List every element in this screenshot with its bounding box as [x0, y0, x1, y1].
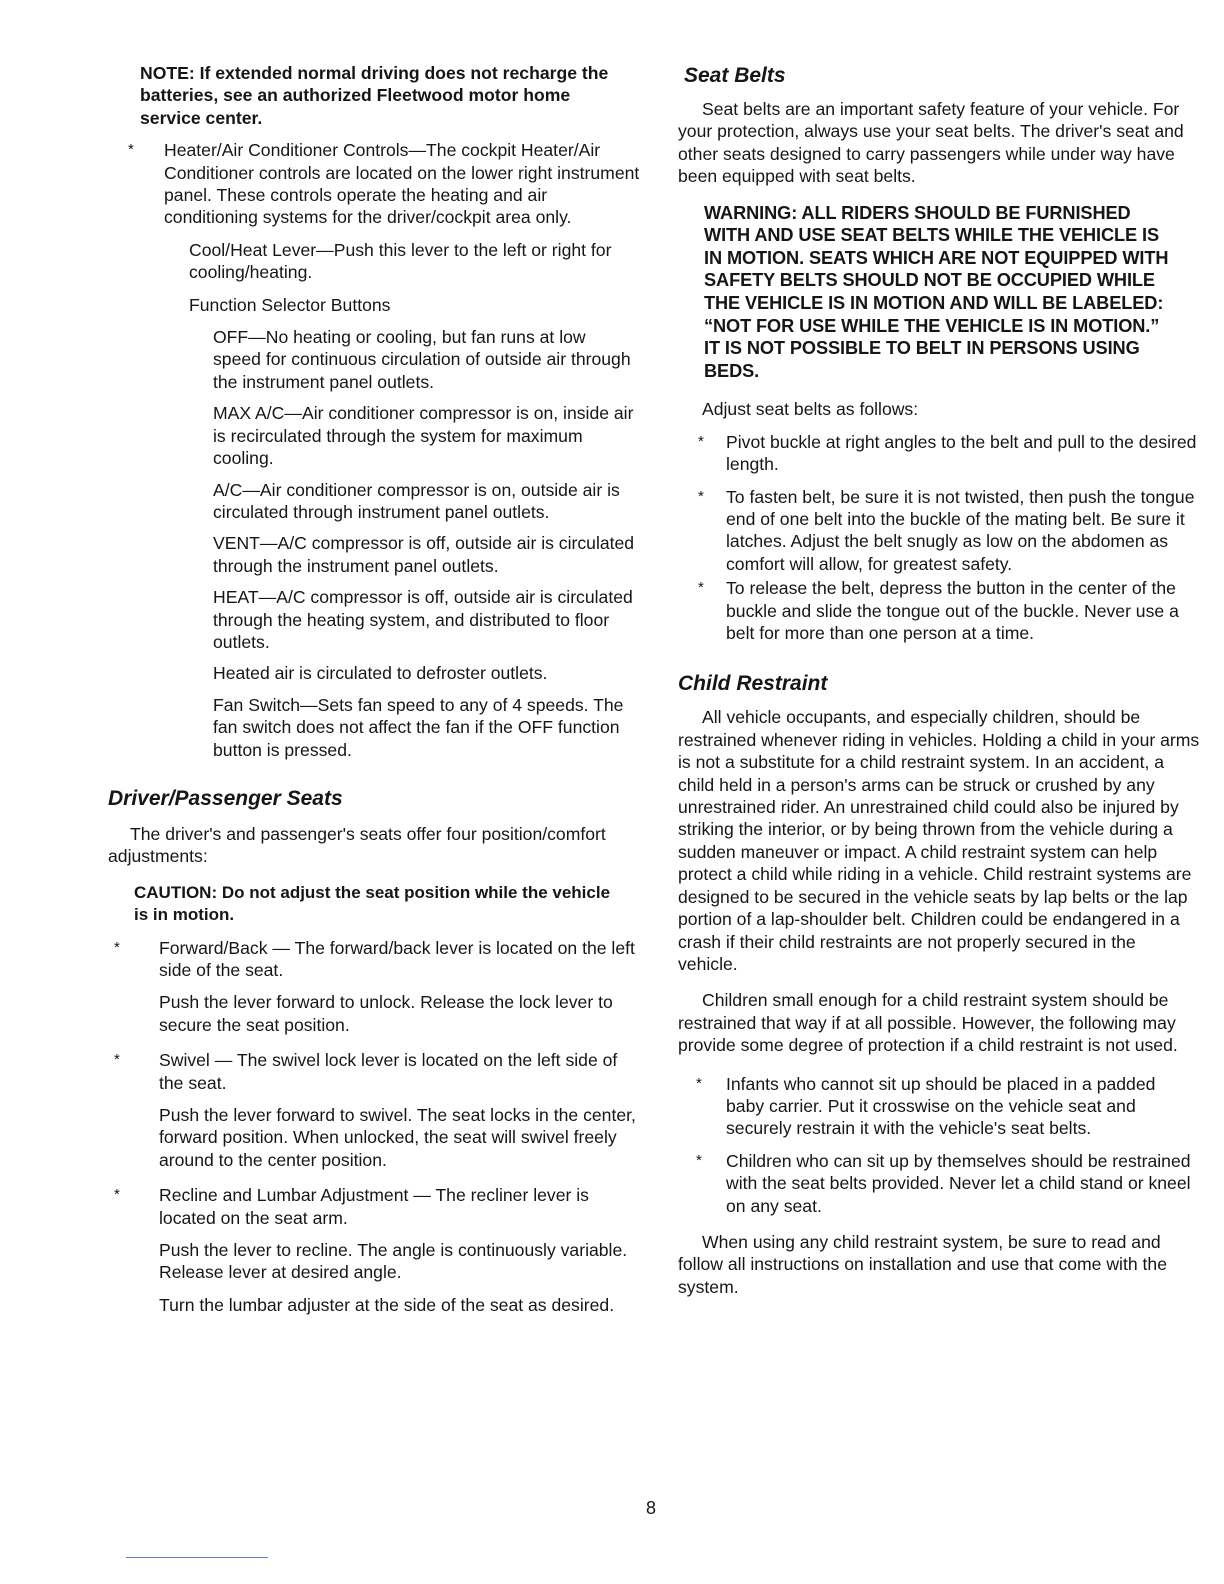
- off-description: OFF—No heating or cooling, but fan runs at low speed for continuous circulation of outside air through the instrument panel outlets.: [213, 327, 631, 392]
- child-item-sit-up: [678, 1150, 1200, 1217]
- recline-text: Recline and Lumbar Adjustment — The recliner lever is located on the seat arm.: [159, 1185, 589, 1228]
- seats-intro: The driver's and passenger's seats offer four position/comfort adjustments:: [108, 823, 606, 867]
- battery-note: NOTE: If extended normal driving does not recharge the batteries, see an authorized Fleetwood motor home service center.: [140, 63, 609, 128]
- heat-description: HEAT—A/C compressor is off, outside air is circulated through the heating system, and distributed to floor outlets.: [213, 587, 633, 652]
- fan-switch-description: Fan Switch—Sets fan speed to any of 4 speeds. The fan switch does not affect the fan if the OFF function button is pressed.: [213, 694, 624, 760]
- child-restraint-paragraph-1: All vehicle occupants, and especially children, should be restrained whenever riding in vehicles. Holding a child in your arms is not a substitute for a child restraint system. In an accident, a child held in a person's arms can be struck or crushed by any unrestrained rider. An unrestrained child could also be injured by striking the interior, or by being thrown from the vehicle during a sudden maneuver or impact. A child restraint system can help protect a child while riding in a vehicle. Child restraint systems are designed to be secured in the vehicle seats by lap belts or the lap portion of a lap-shoulder belt. Children could be endangered in a crash if their child restraints are not properly secured in the vehicle.: [678, 707, 1200, 974]
- seat-belts-heading: Seat Belts: [684, 64, 786, 87]
- bullet-icon: *: [698, 579, 704, 597]
- swivel-detail: Push the lever forward to swivel. The seat locks in the center, forward position. When unlocked, the seat will swivel freely around to the center position.: [159, 1105, 636, 1170]
- vent-description: VENT—A/C compressor is off, outside air is circulated through the instrument panel outlets.: [213, 533, 635, 576]
- seat-belts-intro: Seat belts are an important safety feature of your vehicle. For your protection, always use your seat belts. The driver's seat and other seats designed to carry passengers while under way have been equipped with seat belts.: [678, 99, 1184, 187]
- child-item-text: Children who can sit up by themselves should be restrained with the seat belts provided. Never let a child stand or kneel on any seat.: [726, 1150, 1191, 1216]
- child-restraint-paragraph-3: When using any child restraint system, be sure to read and follow all instructions on installation and use that come with the system.: [678, 1231, 1167, 1297]
- bullet-icon: *: [114, 1186, 120, 1204]
- belt-item-release: [678, 577, 1200, 644]
- lumbar-detail: Turn the lumbar adjuster at the side of the seat as desired.: [159, 1294, 615, 1315]
- seats-heading: Driver/Passenger Seats: [108, 786, 343, 810]
- swivel-text: Swivel — The swivel lock lever is located on the left side of the seat.: [159, 1050, 618, 1093]
- defrost-description: Heated air is circulated to defroster outlets.: [213, 663, 548, 684]
- hvac-intro: Heater/Air Conditioner Controls—The cockpit Heater/Air Conditioner controls are located on the lower right instrument panel. These controls operate the heating and air conditioning systems for the driver/cockpit area only.: [164, 140, 640, 228]
- footer-rule: [126, 1557, 268, 1558]
- belt-item-text: To release the belt, depress the button in the center of the buckle and slide the tongue out of the buckle. Never use a belt for more than one person at a time.: [726, 578, 1179, 644]
- child-item-infants: [678, 1073, 1200, 1140]
- recline-detail: Push the lever to recline. The angle is continuously variable. Release lever at desired angle.: [159, 1240, 628, 1283]
- hvac-controls-item: [108, 139, 640, 229]
- forward-back-item: [108, 937, 640, 982]
- belt-item-pivot: [678, 431, 1200, 476]
- bullet-icon: *: [698, 432, 704, 450]
- swivel-item: [108, 1049, 640, 1094]
- child-restraint-paragraph-2: Children small enough for a child restraint system should be restrained that way if at all possible. However, the following may provide some degree of protection if a child restraint is not used.: [678, 990, 1178, 1056]
- belt-item-fasten: [678, 486, 1200, 576]
- bullet-icon: *: [696, 1151, 702, 1169]
- page-number: 8: [646, 1498, 657, 1518]
- ac-description: A/C—Air conditioner compressor is on, outside air is circulated through instrument panel outlets.: [213, 479, 620, 522]
- cool-heat-lever: Cool/Heat Lever—Push this lever to the left or right for cooling/heating.: [189, 239, 612, 283]
- bullet-icon: *: [698, 487, 704, 505]
- child-item-text: Infants who cannot sit up should be placed in a padded baby carrier. Put it crosswise on the vehicle seat and securely restrain it with the vehicle's seat belts.: [726, 1073, 1156, 1139]
- seat-caution: CAUTION: Do not adjust the seat position while the vehicle is in motion.: [134, 882, 611, 925]
- right-column: [678, 62, 1200, 1298]
- max-ac-description: MAX A/C—Air conditioner compressor is on, inside air is recirculated through the system for maximum cooling.: [213, 403, 634, 469]
- belt-item-text: Pivot buckle at right angles to the belt and pull to the desired length.: [726, 431, 1197, 475]
- child-restraint-heading: Child Restraint: [678, 672, 828, 696]
- forward-back-detail: Push the lever forward to unlock. Release the lock lever to secure the seat position.: [159, 992, 613, 1035]
- belt-item-text: To fasten belt, be sure it is not twisted, then push the tongue end of one belt into the buckle of the mating belt. Be sure it latches. Adjust the belt snugly as low on the abdomen as comfort will allow, for greatest safety.: [726, 486, 1195, 574]
- bullet-icon: *: [114, 1051, 120, 1069]
- left-column: [108, 62, 640, 1316]
- bullet-icon: *: [696, 1074, 702, 1092]
- forward-back-text: Forward/Back — The forward/back lever is located on the left side of the seat.: [159, 937, 635, 980]
- adjust-intro: Adjust seat belts as follows:: [702, 399, 919, 420]
- bullet-icon: *: [128, 141, 134, 159]
- recline-item: [108, 1184, 640, 1229]
- bullet-icon: *: [114, 938, 120, 956]
- function-selector-heading: Function Selector Buttons: [189, 294, 391, 315]
- seat-belt-warning: WARNING: ALL RIDERS SHOULD BE FURNISHED WITH AND USE SEAT BELTS WHILE THE VEHICLE IS IN MOTION. SEATS WHICH ARE NOT EQUIPPED WITH SAFETY BELTS SHOULD NOT BE OCCUPIED WHILE THE VEHICLE IS IN MOTION AND WILL BE LABELED: “NOT FOR USE WHILE THE VEHICLE IS IN MOTION.” IT IS NOT POSSIBLE TO BELT IN PERSONS USING BEDS.: [704, 202, 1169, 381]
